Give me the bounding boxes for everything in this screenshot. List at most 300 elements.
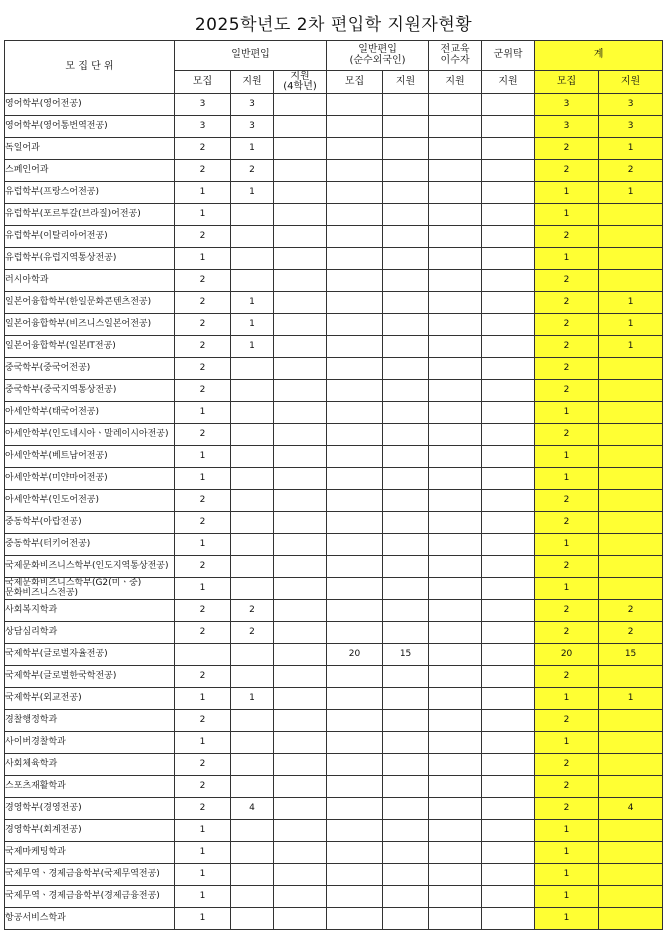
- prior-apply-cell: [429, 600, 482, 622]
- unit-name-cell: 사회복지학과: [5, 600, 175, 622]
- general-apply4-cell: [274, 754, 327, 776]
- total-apply-cell: 2: [599, 160, 663, 182]
- general-apply-cell: [231, 556, 274, 578]
- applicant-table: [4, 40, 663, 930]
- total-apply-cell: 1: [599, 336, 663, 358]
- military-apply-cell: [482, 160, 535, 182]
- general-apply4-cell: [274, 512, 327, 534]
- general-recruit-cell: 1: [175, 468, 231, 490]
- total-apply-cell: [599, 754, 663, 776]
- foreign-recruit-cell: [327, 116, 383, 138]
- table-row: [5, 94, 663, 116]
- prior-apply-cell: [429, 270, 482, 292]
- total-recruit-cell: 2: [535, 666, 599, 688]
- header-total-apply: 지원: [599, 71, 663, 94]
- table-row: [5, 314, 663, 336]
- general-apply-cell: [231, 732, 274, 754]
- foreign-recruit-cell: [327, 556, 383, 578]
- table-row: [5, 710, 663, 732]
- total-recruit-cell: 2: [535, 226, 599, 248]
- foreign-apply-cell: [383, 446, 429, 468]
- general-apply-cell: 2: [231, 160, 274, 182]
- total-recruit-cell: 1: [535, 182, 599, 204]
- header-foreign-line1: 일반편입: [358, 44, 397, 55]
- table-row: [5, 798, 663, 820]
- general-apply-cell: 1: [231, 314, 274, 336]
- total-recruit-cell: 2: [535, 600, 599, 622]
- foreign-recruit-cell: [327, 204, 383, 226]
- general-recruit-cell: 2: [175, 380, 231, 402]
- foreign-recruit-cell: [327, 908, 383, 930]
- general-recruit-cell: 1: [175, 886, 231, 908]
- unit-name-cell: 유럽학부(유럽지역통상전공): [5, 248, 175, 270]
- military-apply-cell: [482, 534, 535, 556]
- total-recruit-cell: 1: [535, 578, 599, 600]
- general-recruit-cell: 2: [175, 600, 231, 622]
- header-general-apply: 지원: [231, 71, 274, 94]
- general-apply4-cell: [274, 534, 327, 556]
- military-apply-cell: [482, 380, 535, 402]
- foreign-recruit-cell: [327, 182, 383, 204]
- unit-name-cell: 스페인어과: [5, 160, 175, 182]
- foreign-apply-cell: [383, 248, 429, 270]
- unit-name-cell: 국제학부(외교전공): [5, 688, 175, 710]
- general-apply-cell: [231, 512, 274, 534]
- prior-apply-cell: [429, 446, 482, 468]
- general-apply4-cell: [274, 468, 327, 490]
- general-apply-cell: [231, 380, 274, 402]
- foreign-recruit-cell: [327, 754, 383, 776]
- foreign-apply-cell: [383, 138, 429, 160]
- foreign-apply-cell: [383, 468, 429, 490]
- header-general-recruit: 모집: [175, 71, 231, 94]
- general-recruit-cell: 2: [175, 666, 231, 688]
- total-recruit-cell: 1: [535, 820, 599, 842]
- unit-name-cell: 국제무역ㆍ경제금융학부(국제무역전공): [5, 864, 175, 886]
- table-row: [5, 578, 663, 600]
- total-recruit-cell: 1: [535, 842, 599, 864]
- header-foreign-line2: (순수외국인): [349, 54, 406, 66]
- military-apply-cell: [482, 578, 535, 600]
- unit-name-cell: 경영학부(경영전공): [5, 798, 175, 820]
- general-apply-cell: [231, 468, 274, 490]
- total-apply-cell: [599, 820, 663, 842]
- foreign-recruit-cell: [327, 864, 383, 886]
- total-apply-cell: [599, 842, 663, 864]
- unit-name-cell: 아세안학부(베트남어전공): [5, 446, 175, 468]
- total-apply-cell: [599, 226, 663, 248]
- general-apply-cell: [231, 270, 274, 292]
- total-recruit-cell: 2: [535, 270, 599, 292]
- total-apply-cell: 1: [599, 292, 663, 314]
- general-apply-cell: [231, 248, 274, 270]
- general-apply-cell: [231, 842, 274, 864]
- general-apply-cell: [231, 644, 274, 666]
- foreign-recruit-cell: [327, 886, 383, 908]
- foreign-apply-cell: [383, 886, 429, 908]
- general-apply-cell: [231, 424, 274, 446]
- unit-name-cell: 경영학부(회계전공): [5, 820, 175, 842]
- table-row: [5, 666, 663, 688]
- general-apply4-cell: [274, 600, 327, 622]
- unit-name-cell: 국제학부(글로벌한국학전공): [5, 666, 175, 688]
- table-row: [5, 248, 663, 270]
- total-apply-cell: 2: [599, 622, 663, 644]
- general-apply4-cell: [274, 490, 327, 512]
- general-apply4-cell: [274, 116, 327, 138]
- military-apply-cell: [482, 644, 535, 666]
- general-apply-cell: [231, 776, 274, 798]
- unit-name-cell: 유럽학부(포르투갈(브라질)어전공): [5, 204, 175, 226]
- unit-name-cell: 아세안학부(태국어전공): [5, 402, 175, 424]
- unit-name-cell: 항공서비스학과: [5, 908, 175, 930]
- foreign-apply-cell: [383, 292, 429, 314]
- military-apply-cell: [482, 688, 535, 710]
- prior-apply-cell: [429, 688, 482, 710]
- foreign-apply-cell: [383, 842, 429, 864]
- foreign-recruit-cell: [327, 270, 383, 292]
- general-apply-cell: [231, 402, 274, 424]
- general-recruit-cell: 2: [175, 292, 231, 314]
- unit-name-cell: 상담심리학과: [5, 622, 175, 644]
- general-apply4-cell: [274, 204, 327, 226]
- total-recruit-cell: 2: [535, 380, 599, 402]
- foreign-apply-cell: [383, 534, 429, 556]
- foreign-recruit-cell: [327, 358, 383, 380]
- header-prior: [429, 41, 482, 71]
- prior-apply-cell: [429, 886, 482, 908]
- total-recruit-cell: 2: [535, 798, 599, 820]
- general-apply4-cell: [274, 666, 327, 688]
- military-apply-cell: [482, 138, 535, 160]
- total-apply-cell: [599, 512, 663, 534]
- general-recruit-cell: 1: [175, 820, 231, 842]
- general-recruit-cell: 1: [175, 446, 231, 468]
- general-apply4-cell: [274, 776, 327, 798]
- general-apply4-cell: [274, 886, 327, 908]
- prior-apply-cell: [429, 842, 482, 864]
- foreign-recruit-cell: [327, 776, 383, 798]
- total-recruit-cell: 1: [535, 908, 599, 930]
- general-recruit-cell: 1: [175, 204, 231, 226]
- total-recruit-cell: 20: [535, 644, 599, 666]
- military-apply-cell: [482, 556, 535, 578]
- total-apply-cell: [599, 424, 663, 446]
- foreign-apply-cell: [383, 182, 429, 204]
- table-row: [5, 116, 663, 138]
- general-recruit-cell: 3: [175, 116, 231, 138]
- unit-name-cell: 국제문화비즈니스학부(인도지역통상전공): [5, 556, 175, 578]
- general-apply4-cell: [274, 908, 327, 930]
- table-row: [5, 622, 663, 644]
- unit-name-cell: 중동학부(터키어전공): [5, 534, 175, 556]
- foreign-recruit-cell: [327, 226, 383, 248]
- military-apply-cell: [482, 512, 535, 534]
- prior-apply-cell: [429, 490, 482, 512]
- total-recruit-cell: 2: [535, 314, 599, 336]
- general-apply4-cell: [274, 226, 327, 248]
- prior-apply-cell: [429, 248, 482, 270]
- general-apply4-cell: [274, 710, 327, 732]
- military-apply-cell: [482, 226, 535, 248]
- total-apply-cell: [599, 402, 663, 424]
- general-apply-cell: 1: [231, 292, 274, 314]
- foreign-recruit-cell: [327, 336, 383, 358]
- prior-apply-cell: [429, 776, 482, 798]
- foreign-apply-cell: [383, 336, 429, 358]
- total-apply-cell: [599, 248, 663, 270]
- foreign-recruit-cell: [327, 798, 383, 820]
- total-recruit-cell: 1: [535, 864, 599, 886]
- unit-name-cell: 경찰행정학과: [5, 710, 175, 732]
- foreign-apply-cell: [383, 908, 429, 930]
- general-recruit-cell: 2: [175, 336, 231, 358]
- foreign-apply-cell: [383, 380, 429, 402]
- total-recruit-cell: 2: [535, 292, 599, 314]
- general-recruit-cell: 2: [175, 490, 231, 512]
- general-apply4-cell: [274, 446, 327, 468]
- table-row: [5, 556, 663, 578]
- total-apply-cell: [599, 578, 663, 600]
- total-apply-cell: [599, 864, 663, 886]
- unit-name-cell: 영어학부(영어통번역전공): [5, 116, 175, 138]
- foreign-recruit-cell: [327, 710, 383, 732]
- general-apply-cell: [231, 490, 274, 512]
- unit-name-cell: 유럽학부(프랑스어전공): [5, 182, 175, 204]
- foreign-apply-cell: [383, 512, 429, 534]
- military-apply-cell: [482, 710, 535, 732]
- prior-apply-cell: [429, 534, 482, 556]
- unit-name-cell: 국제학부(글로벌자율전공): [5, 644, 175, 666]
- unit-name-cell: 중국학부(중국어전공): [5, 358, 175, 380]
- total-recruit-cell: 1: [535, 248, 599, 270]
- foreign-recruit-cell: [327, 424, 383, 446]
- total-apply-cell: [599, 776, 663, 798]
- general-recruit-cell: 2: [175, 160, 231, 182]
- total-apply-cell: [599, 468, 663, 490]
- general-apply4-cell: [274, 380, 327, 402]
- military-apply-cell: [482, 336, 535, 358]
- foreign-recruit-cell: [327, 842, 383, 864]
- foreign-apply-cell: [383, 798, 429, 820]
- table-row: [5, 204, 663, 226]
- general-recruit-cell: 2: [175, 754, 231, 776]
- military-apply-cell: [482, 622, 535, 644]
- general-apply-cell: 2: [231, 622, 274, 644]
- general-apply4-cell: [274, 94, 327, 116]
- total-apply-cell: 1: [599, 138, 663, 160]
- table-row: [5, 160, 663, 182]
- prior-apply-cell: [429, 556, 482, 578]
- total-recruit-cell: 2: [535, 358, 599, 380]
- foreign-apply-cell: [383, 424, 429, 446]
- total-recruit-cell: 1: [535, 886, 599, 908]
- foreign-recruit-cell: [327, 446, 383, 468]
- general-apply4-cell: [274, 292, 327, 314]
- general-apply4-cell: [274, 578, 327, 600]
- general-recruit-cell: 1: [175, 732, 231, 754]
- table-row: [5, 446, 663, 468]
- general-apply4-cell: [274, 182, 327, 204]
- general-apply-cell: 4: [231, 798, 274, 820]
- header-total-recruit: 모집: [535, 71, 599, 94]
- table-row: [5, 490, 663, 512]
- general-apply4-cell: [274, 402, 327, 424]
- table-row: [5, 908, 663, 930]
- prior-apply-cell: [429, 292, 482, 314]
- total-apply-cell: 1: [599, 688, 663, 710]
- general-apply-cell: [231, 578, 274, 600]
- general-apply-cell: [231, 446, 274, 468]
- table-row: [5, 468, 663, 490]
- unit-name-cell: 영어학부(영어전공): [5, 94, 175, 116]
- general-recruit-cell: 1: [175, 578, 231, 600]
- total-recruit-cell: 1: [535, 732, 599, 754]
- table-row: [5, 512, 663, 534]
- general-apply-cell: [231, 864, 274, 886]
- prior-apply-cell: [429, 864, 482, 886]
- military-apply-cell: [482, 424, 535, 446]
- foreign-apply-cell: [383, 160, 429, 182]
- general-apply-cell: 1: [231, 138, 274, 160]
- military-apply-cell: [482, 732, 535, 754]
- foreign-apply-cell: 15: [383, 644, 429, 666]
- table-row: [5, 864, 663, 886]
- table-row: [5, 776, 663, 798]
- general-recruit-cell: 1: [175, 688, 231, 710]
- general-apply-cell: 1: [231, 336, 274, 358]
- foreign-apply-cell: [383, 402, 429, 424]
- general-apply4-cell: [274, 336, 327, 358]
- prior-apply-cell: [429, 226, 482, 248]
- prior-apply-cell: [429, 336, 482, 358]
- general-apply-cell: 1: [231, 688, 274, 710]
- military-apply-cell: [482, 446, 535, 468]
- foreign-recruit-cell: [327, 292, 383, 314]
- unit-name-cell: 러시아학과: [5, 270, 175, 292]
- general-apply4-cell: [274, 314, 327, 336]
- header-total: 계: [535, 41, 663, 71]
- unit-name-cell: 중국학부(중국지역통상전공): [5, 380, 175, 402]
- general-apply-cell: [231, 710, 274, 732]
- general-recruit-cell: 2: [175, 138, 231, 160]
- general-recruit-cell: 2: [175, 270, 231, 292]
- foreign-recruit-cell: [327, 160, 383, 182]
- table-row: [5, 138, 663, 160]
- unit-name-cell: 국제무역ㆍ경제금융학부(경제금융전공): [5, 886, 175, 908]
- total-apply-cell: [599, 204, 663, 226]
- total-recruit-cell: 2: [535, 776, 599, 798]
- general-apply4-cell: [274, 424, 327, 446]
- general-recruit-cell: 2: [175, 226, 231, 248]
- foreign-recruit-cell: [327, 248, 383, 270]
- general-apply-cell: 1: [231, 182, 274, 204]
- general-recruit-cell: 2: [175, 314, 231, 336]
- total-apply-cell: [599, 446, 663, 468]
- unit-name-cell: 아세안학부(미얀마어전공): [5, 468, 175, 490]
- header-general-apply4: [274, 71, 327, 94]
- table-row: [5, 644, 663, 666]
- header-foreign-apply: 지원: [383, 71, 429, 94]
- foreign-apply-cell: [383, 754, 429, 776]
- military-apply-cell: [482, 864, 535, 886]
- table-row: [5, 336, 663, 358]
- general-recruit-cell: 3: [175, 94, 231, 116]
- total-apply-cell: [599, 490, 663, 512]
- general-apply4-cell: [274, 270, 327, 292]
- header-unit: 모 집 단 위: [5, 41, 175, 94]
- military-apply-cell: [482, 776, 535, 798]
- general-apply-cell: [231, 820, 274, 842]
- unit-name-cell: 일본어융합학부(비즈니스일본어전공): [5, 314, 175, 336]
- foreign-apply-cell: [383, 688, 429, 710]
- prior-apply-cell: [429, 666, 482, 688]
- military-apply-cell: [482, 182, 535, 204]
- total-apply-cell: [599, 358, 663, 380]
- foreign-apply-cell: [383, 622, 429, 644]
- total-recruit-cell: 2: [535, 138, 599, 160]
- total-apply-cell: [599, 908, 663, 930]
- general-recruit-cell: 2: [175, 358, 231, 380]
- general-apply-cell: [231, 886, 274, 908]
- general-apply-cell: [231, 754, 274, 776]
- general-apply-cell: [231, 358, 274, 380]
- prior-apply-cell: [429, 578, 482, 600]
- unit-name-cell: 유럽학부(이탈리아어전공): [5, 226, 175, 248]
- military-apply-cell: [482, 754, 535, 776]
- total-apply-cell: [599, 732, 663, 754]
- military-apply-cell: [482, 490, 535, 512]
- general-recruit-cell: 1: [175, 864, 231, 886]
- total-apply-cell: 4: [599, 798, 663, 820]
- prior-apply-cell: [429, 116, 482, 138]
- prior-apply-cell: [429, 710, 482, 732]
- table-row: [5, 732, 663, 754]
- general-apply4-cell: [274, 798, 327, 820]
- unit-name-cell: 국제마케팅학과: [5, 842, 175, 864]
- military-apply-cell: [482, 116, 535, 138]
- military-apply-cell: [482, 886, 535, 908]
- header-prior-line2: 이수자: [440, 54, 470, 66]
- unit-name-cell: 스포츠재활학과: [5, 776, 175, 798]
- general-apply4-cell: [274, 248, 327, 270]
- foreign-apply-cell: [383, 226, 429, 248]
- military-apply-cell: [482, 358, 535, 380]
- general-apply-cell: 3: [231, 94, 274, 116]
- unit-name-cell: 사이버경찰학과: [5, 732, 175, 754]
- prior-apply-cell: [429, 512, 482, 534]
- military-apply-cell: [482, 204, 535, 226]
- unit-name-cell: 일본어융합학부(한일문화콘텐츠전공): [5, 292, 175, 314]
- general-recruit-cell: 1: [175, 402, 231, 424]
- general-recruit-cell: 1: [175, 842, 231, 864]
- foreign-apply-cell: [383, 732, 429, 754]
- total-recruit-cell: 1: [535, 204, 599, 226]
- unit-name-cell: 일본어융합학부(일본IT전공): [5, 336, 175, 358]
- total-recruit-cell: 1: [535, 402, 599, 424]
- table-row: [5, 688, 663, 710]
- foreign-apply-cell: [383, 116, 429, 138]
- total-recruit-cell: 2: [535, 490, 599, 512]
- prior-apply-cell: [429, 138, 482, 160]
- military-apply-cell: [482, 798, 535, 820]
- header-military-apply: 지원: [482, 71, 535, 94]
- total-apply-cell: 1: [599, 182, 663, 204]
- general-apply-cell: 3: [231, 116, 274, 138]
- total-apply-cell: [599, 270, 663, 292]
- page-title: 2025학년도 2차 편입학 지원자현황: [194, 15, 473, 35]
- table-row: [5, 358, 663, 380]
